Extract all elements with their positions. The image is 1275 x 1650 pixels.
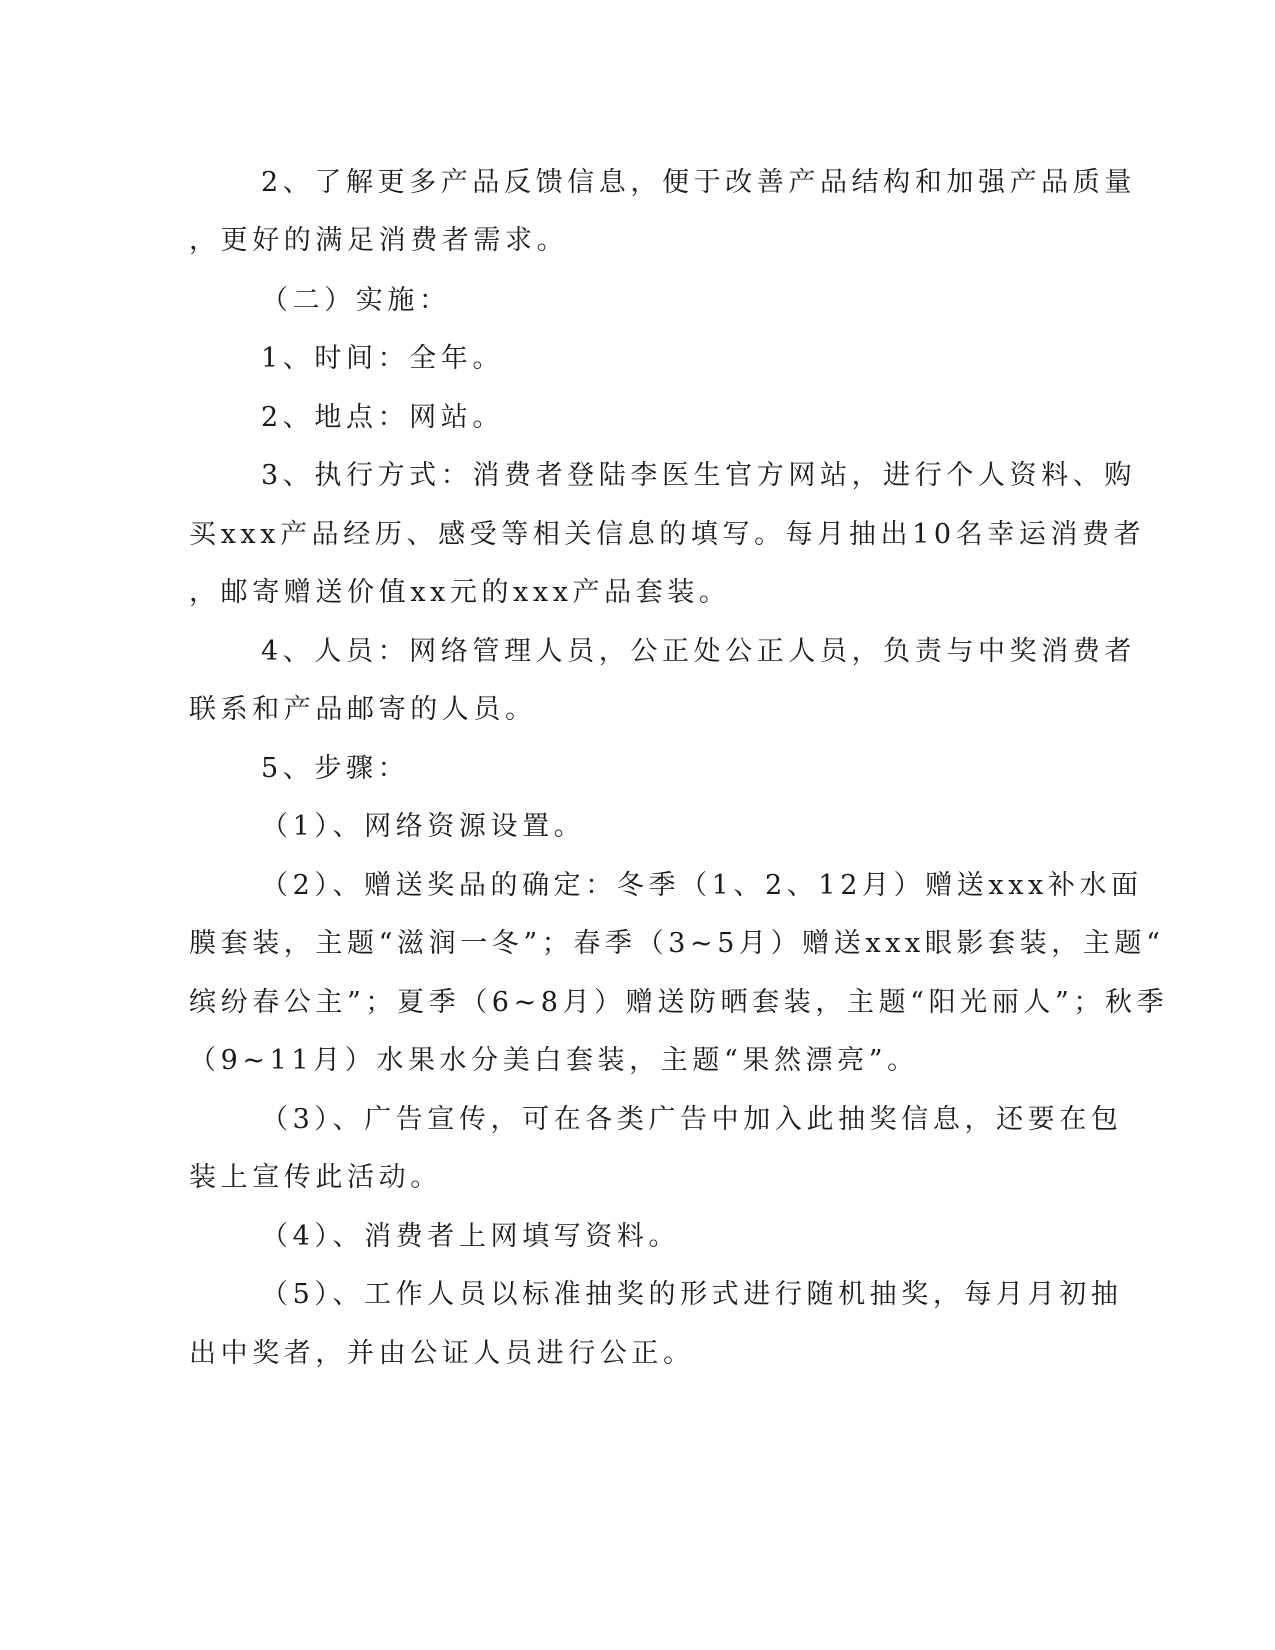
- paragraph-line: 5、步骤：: [261, 753, 410, 784]
- paragraph-line: 2、地点：网站。: [261, 402, 504, 433]
- paragraph-line: （3）、广告宣传，可在各类广告中加入此抽奖信息，还要在包: [261, 1104, 1123, 1135]
- paragraph-line: 2、了解更多产品反馈信息，便于改善产品结构和加强产品质量: [261, 167, 1136, 198]
- paragraph-line: 缤纷春公主”；夏季（6~8月）赠送防晒套装，主题“阳光丽人”；秋季: [189, 987, 1169, 1018]
- paragraph-line: （4）、消费者上网填写资料。: [261, 1221, 681, 1252]
- paragraph-line: ，更好的满足消费者需求。: [189, 225, 569, 256]
- paragraph-line: 1、时间：全年。: [261, 343, 504, 374]
- paragraph-line: （1）、网络资源设置。: [261, 811, 586, 842]
- section-heading: （二）实施：: [261, 285, 451, 316]
- paragraph-line: 联系和产品邮寄的人员。: [189, 694, 537, 725]
- paragraph-line: 买xxx产品经历、感受等相关信息的填写。每月抽出10名幸运消费者: [189, 519, 1146, 550]
- paragraph-line: 3、执行方式：消费者登陆李医生官方网站，进行个人资料、购: [261, 460, 1136, 491]
- paragraph-line: 膜套装，主题“滋润一冬”；春季（3~5月）赠送xxx眼影套装，主题“: [189, 928, 1165, 959]
- paragraph-line: 出中奖者，并由公证人员进行公正。: [189, 1338, 695, 1369]
- paragraph-line: （5）、工作人员以标准抽奖的形式进行随机抽奖，每月月初抽: [261, 1279, 1123, 1310]
- paragraph-line: 装上宣传此活动。: [189, 1162, 442, 1193]
- paragraph-line: （9~11月）水果水分美白套装，主题“果然漂亮”。: [189, 1045, 919, 1076]
- paragraph-line: ，邮寄赠送价值xx元的xxx产品套装。: [189, 577, 731, 608]
- paragraph-line: 4、人员：网络管理人员，公正处公正人员，负责与中奖消费者: [261, 636, 1136, 667]
- paragraph-line: （2）、赠送奖品的确定：冬季（1、2、12月）赠送xxx补水面: [261, 870, 1143, 901]
